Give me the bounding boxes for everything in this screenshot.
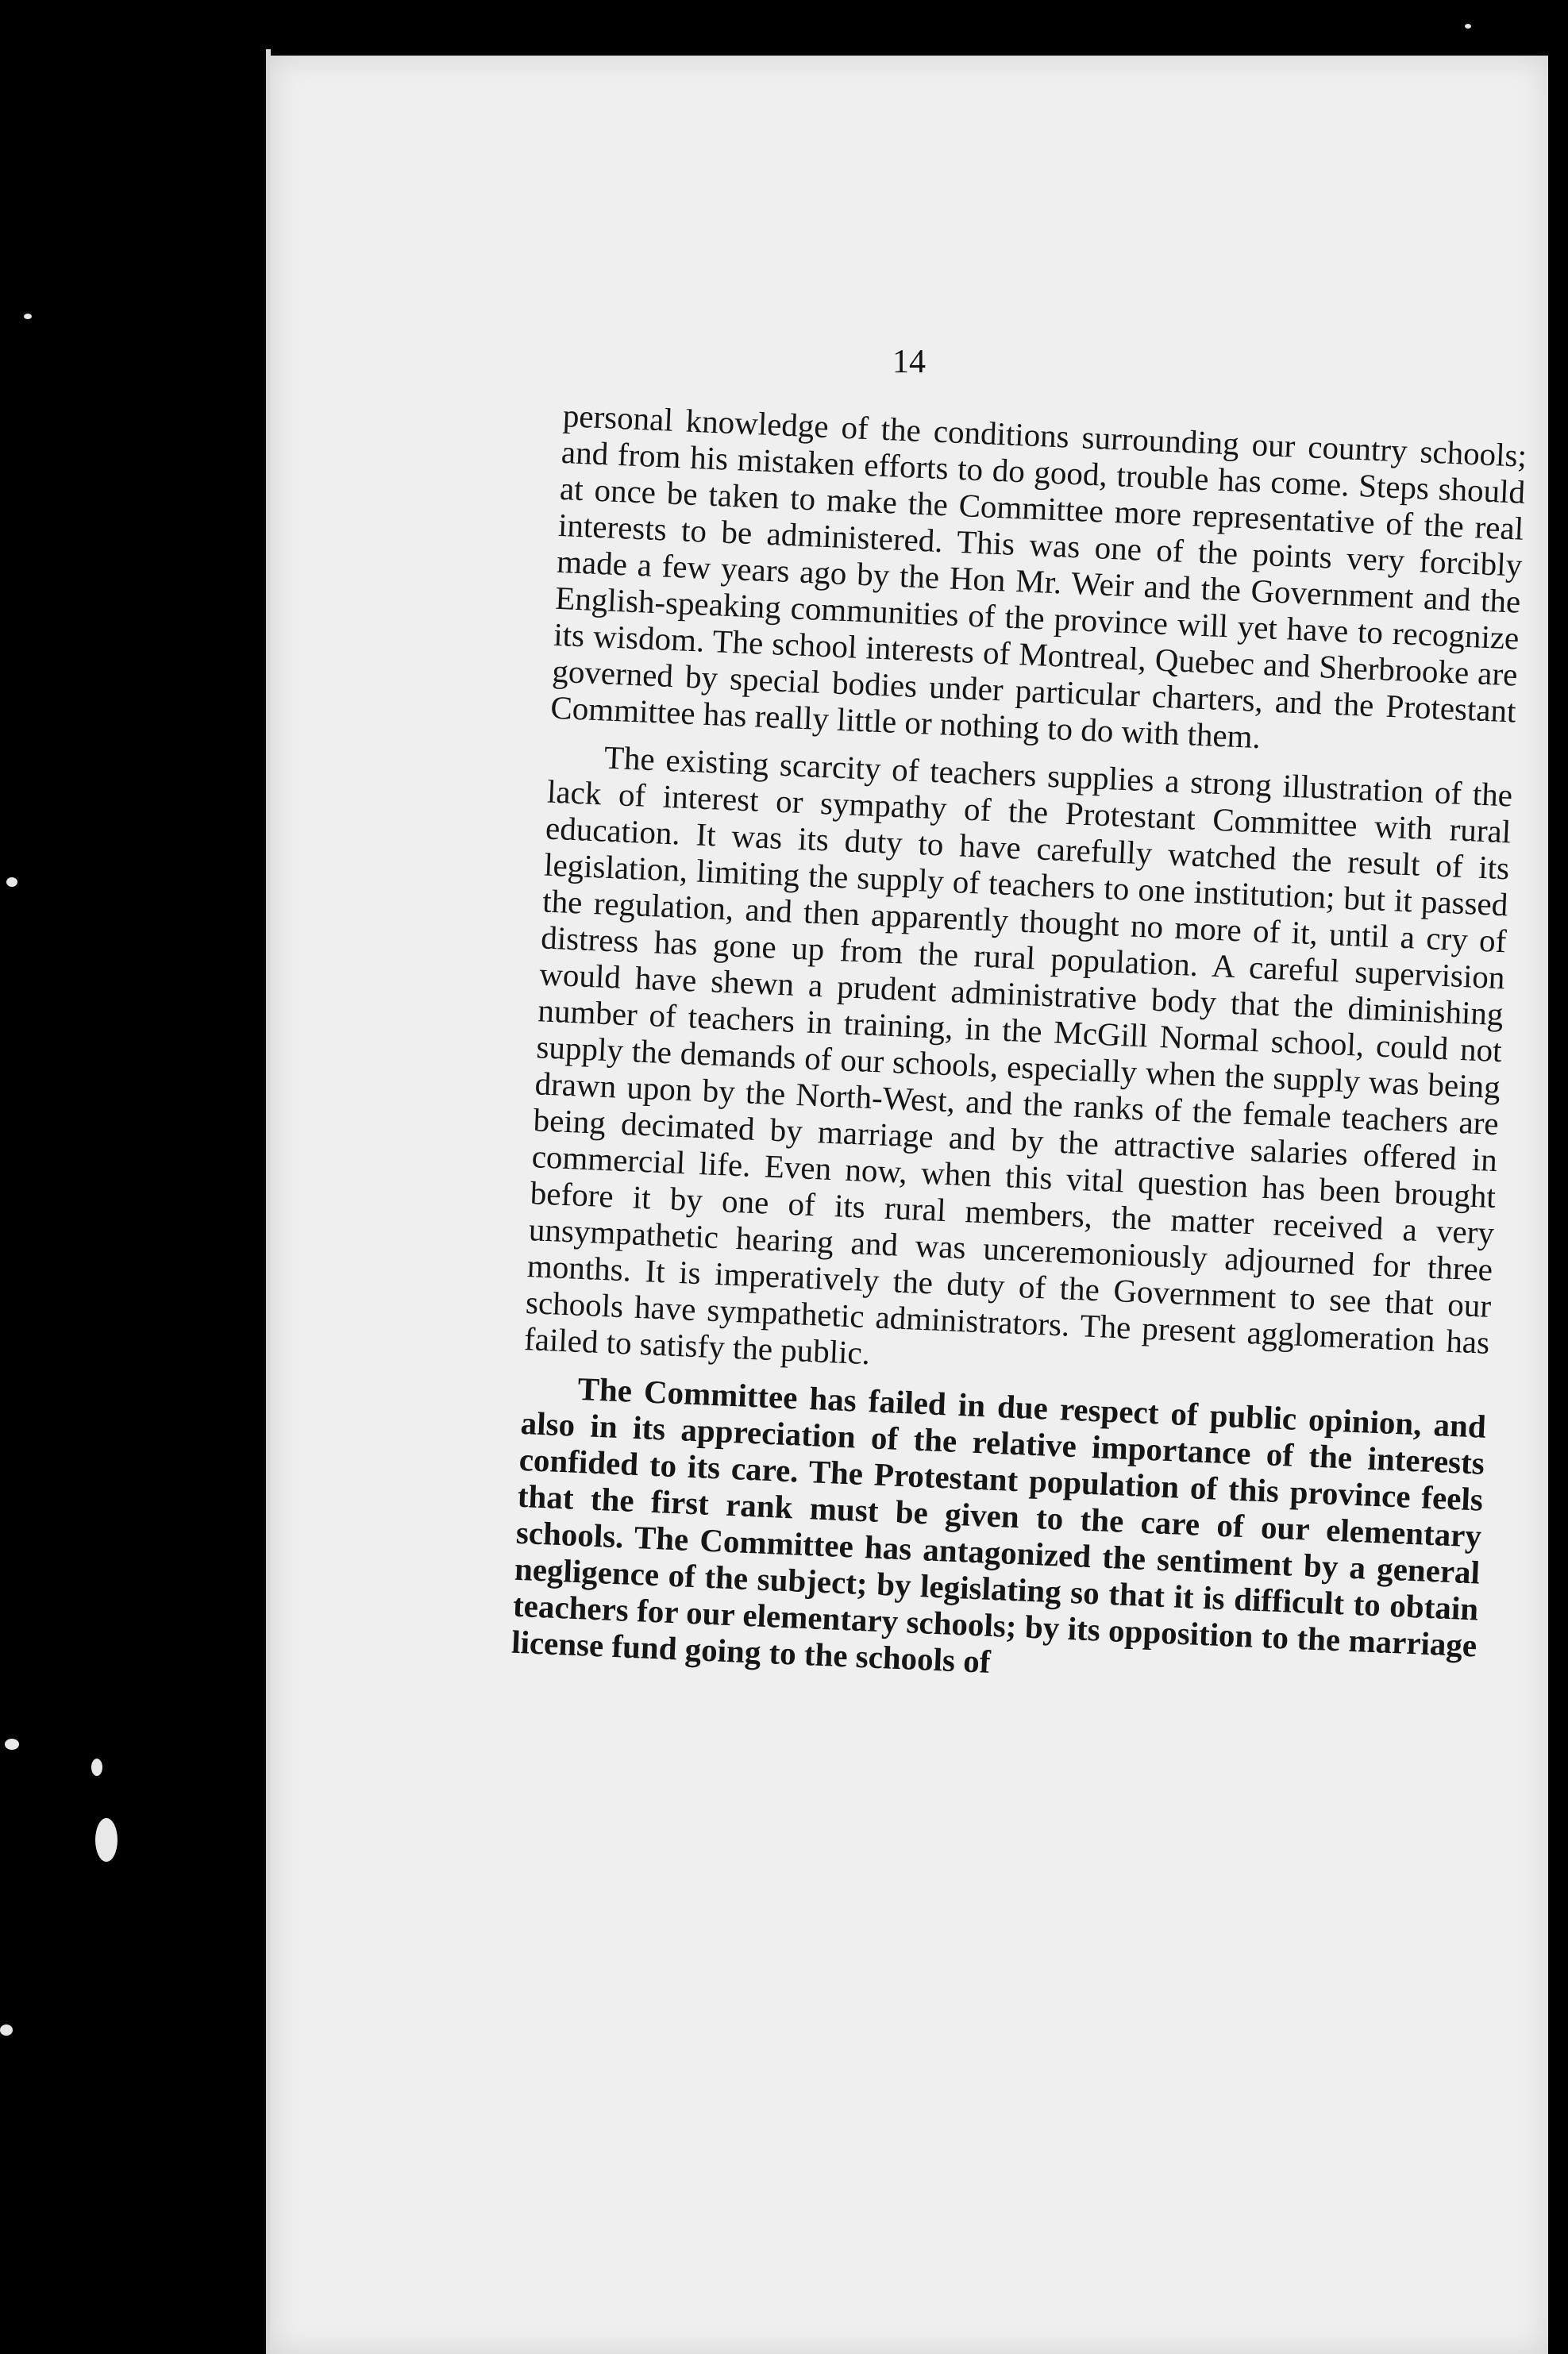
scan-speck — [95, 1818, 118, 1862]
scan-speck — [5, 1739, 19, 1750]
scan-speck — [6, 877, 17, 887]
scan-speck — [1465, 24, 1471, 29]
paragraph: The Committee has failed in due respect of public opinion, and also in its appreciation of the relative importance of the interests confided to its care. The Protestant population of this province feels that the first rank must be given to the care of our elementary schools. The Committee has antagonized the sentiment by a general negligence of the subject; by legislating so that it is difficult to obtain teachers for our elementary schools; by its opposition to the marriage license fund going to the schools of — [510, 1370, 1487, 1680]
scan-speck — [0, 2025, 13, 2036]
scan-speck — [91, 1759, 102, 1776]
paragraph: personal knowledge of the conditions surrounding our country schools; and from his mistaken efforts to do good, trouble has come. Steps should at once be taken to make the Committee more representative of the real interests to be administered. This was one of the points very forcibly made a few years ago by the Hon Mr. Weir and the Government and the English-speaking communities of the province will yet have to recognize its wisdom. The school interests of Montreal, Quebec and Sherbrooke are governed by special bodies under particular charters, and the Protestant Committee has really little or nothing to do with them. — [549, 397, 1528, 756]
document-page — [270, 56, 1548, 2354]
paragraph: The existing scarcity of teachers supplies a strong illustration of the lack of interest or sympathy of the Protestant Committee with rural education. It was its duty to have carefully watched the result of its legislation, limiting the supply of teachers to one institution; but it passed the regulation, and then apparently thought no more of it, until a cry of distress has gone up from the rural population. A careful supervision would have shewn a prudent administrative body that the diminishing number of teachers in training, in the McGill Normal school, could not supply the demands of our schools, especially when the supply was being drawn upon by the North-West, and the ranks of the female teachers are being decimated by marriage and by the attractive salaries offered in commercial life. Even now, when this vital question has been brought before it by one of its rural members, the matter received a very unsympathetic hearing and was unceremoniously adjourned for three months. It is imperatively the duty of the Government to see that our schools have sympathetic administrators. The present agglomeration has failed to satisfy the public. — [523, 738, 1514, 1372]
page-number: 14 — [892, 344, 926, 380]
body-text — [510, 397, 1528, 1711]
scan-speck — [24, 314, 32, 319]
